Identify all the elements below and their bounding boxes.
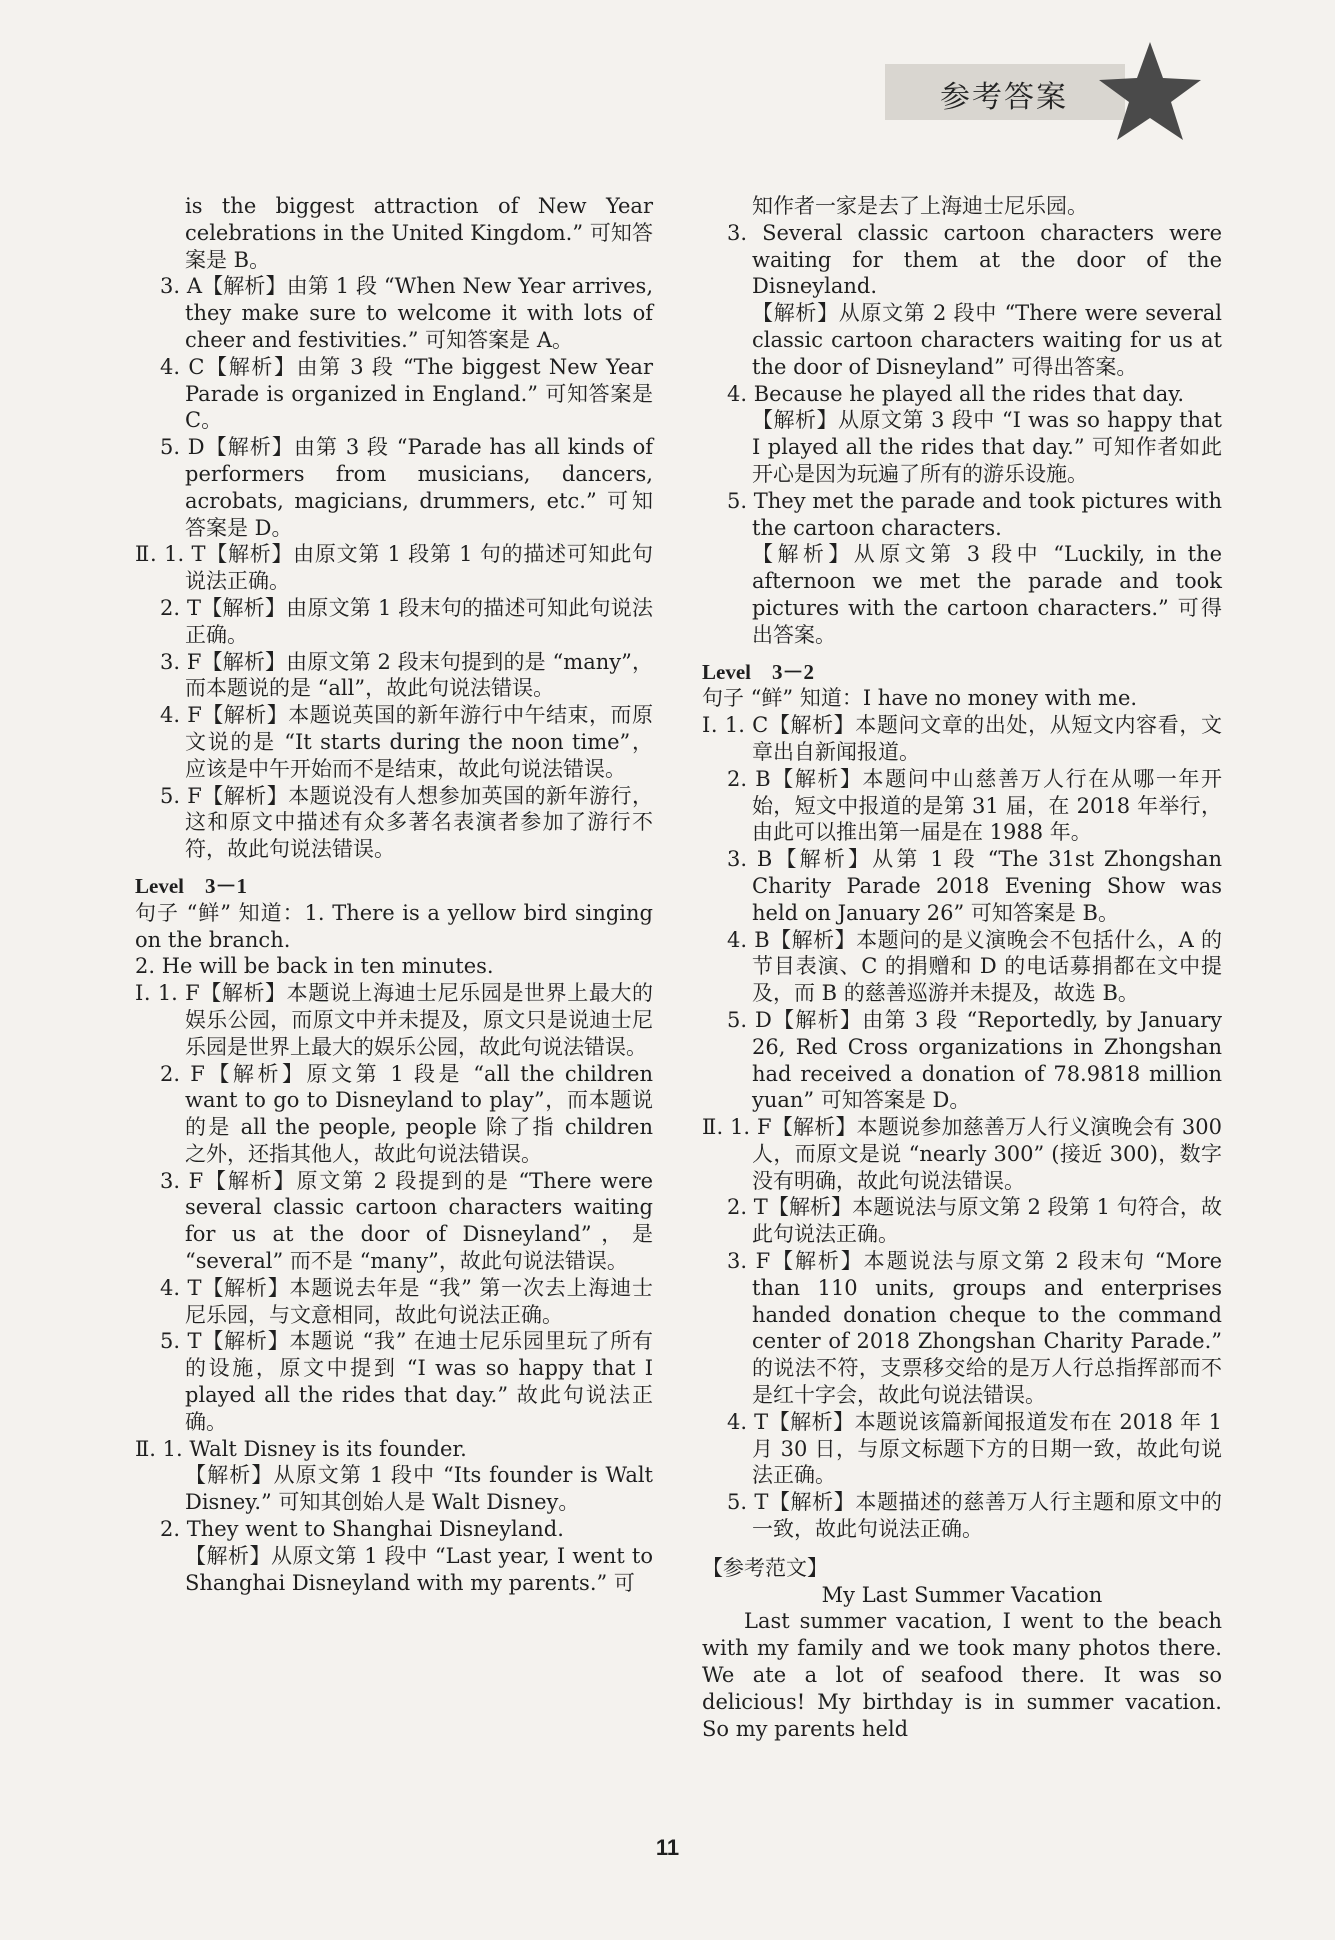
answer-paragraph: Ⅰ. 1. C【解析】本题问文章的出处，从短文内容看，文章出自新闻报道。	[702, 713, 1222, 764]
answer-paragraph: 句子 “鲜” 知道：1. There is a yellow bird singing on the branch.	[135, 900, 660, 952]
page-number: 11	[655, 1835, 680, 1860]
answer-paragraph: 3. B【解析】从第 1 段 “The 31st Zhongshan Charity Parade 2018 Evening Show was held on January 26” 可知答案是 B。	[727, 847, 1229, 925]
answer-paragraph: is the biggest attraction of New Year celebrations in the United Kingdom.” 可知答案是 B。	[185, 194, 660, 272]
answer-paragraph: 4. Because he played all the rides that day.	[727, 381, 1185, 406]
spacer	[702, 1543, 1222, 1555]
answer-paragraph: Last summer vacation, I went to the beach with my family and we took many photos there. We ate a lot of seafood there. It was so delicious! My birthday is in summer vacation. So my parents held	[702, 1609, 1229, 1741]
star-icon	[1095, 38, 1205, 148]
answer-paragraph: 【解析】从原文第 1 段中 “Last year, I went to Shanghai Disneyland with my parents.” 可	[185, 1543, 660, 1595]
answer-paragraph: 2. F【解析】原文第 1 段是 “all the children want to go to Disneyland to play”，而本题说的是 all the people, people 除了指 children 之外，还指其他人，故此句说法错误。	[160, 1061, 660, 1166]
answer-paragraph: 5. They met the parade and took pictures with the cartoon characters.	[727, 488, 1229, 540]
left-column	[135, 193, 660, 1596]
answer-paragraph: Ⅱ. 1. F【解析】本题说参加慈善万人行义演晚会有 300 人，而原文是说 “nearly 300” (接近 300)，数字没有明确，故此句说法错误。	[702, 1115, 1229, 1193]
right-column	[702, 193, 1229, 1742]
answer-paragraph: 2. They went to Shanghai Disneyland.	[160, 1517, 564, 1542]
answer-paragraph: 2. T【解析】本题说法与原文第 2 段第 1 句符合，故此句说法正确。	[727, 1195, 1222, 1247]
answer-paragraph: 4. C【解析】由第 3 段 “The biggest New Year Parade is organized in England.” 可知答案是 C。	[160, 354, 660, 433]
answer-paragraph: 3. A【解析】由第 1 段 “When New Year arrives, they make sure to welcome it with lots of cheer and festivities.” 可知答案是 A。	[160, 274, 660, 352]
answer-paragraph: 5. D【解析】由第 3 段 “Parade has all kinds of performers from musicians, dancers, acrobats, magicians, drummers, etc.” 可知答案是 D。	[160, 435, 660, 540]
section-heading: Level 3－1	[135, 873, 247, 898]
answer-paragraph: 【参考范文】	[702, 1555, 828, 1580]
answer-paragraph: 【解析】从原文第 1 段中 “Its founder is Walt Disney.” 可知其创始人是 Walt Disney。	[185, 1463, 660, 1515]
answer-paragraph: My Last Summer Vacation	[821, 1582, 1103, 1607]
answer-paragraph: 3. F【解析】原文第 2 段提到的是 “There were several classic cartoon characters waiting for us at the door of Disneyland”，是 “several” 而不是 “many”，故此句说法错误。	[160, 1168, 660, 1274]
answer-paragraph: 【解析】从原文第 3 段中 “I was so happy that I played all the rides that day.” 可知作者如此开心是因为玩遍了所有的游乐设施。	[752, 408, 1229, 486]
section-heading: Level 3－2	[702, 659, 814, 684]
answer-paragraph: 知作者一家是去了上海迪士尼乐园。	[752, 194, 1088, 218]
answer-paragraph: 句子 “鲜” 知道：I have no money with me.	[702, 686, 1138, 711]
answer-paragraph: 2. T【解析】由原文第 1 段末句的描述可知此句说法正确。	[160, 595, 653, 647]
answer-paragraph: 5. F【解析】本题说没有人想参加英国的新年游行，这和原文中描述有众多著名表演者参加了游行不符，故此句说法错误。	[160, 783, 653, 862]
answer-paragraph: 【解析】从原文第 2 段中 “There were several classic cartoon characters waiting for us at the door of Disneyland” 可得出答案。	[752, 301, 1229, 379]
page-header-title: 参考答案	[940, 80, 1068, 115]
answer-paragraph: 3. F【解析】本题说法与原文第 2 段末句 “More than 110 units, groups and enterprises handed donation cheque to the command center of 2018 Zhongshan Charity Parade.” 的说法不符，支票移交给的是万人行总指挥部而不是红十字会，故此句说法错误。	[727, 1249, 1229, 1408]
answer-paragraph: 4. T【解析】本题说该篇新闻报道发布在 2018 年 1 月 30 日，与原文标题下方的日期一致，故此句说法正确。	[727, 1409, 1229, 1488]
answer-paragraph: 【解析】从原文第 3 段中 “Luckily, in the afternoon we met the parade and took pictures with the cartoon characters.” 可得出答案。	[752, 542, 1229, 647]
answer-paragraph: 3. Several classic cartoon characters were waiting for them at the door of the Disneyland.	[727, 220, 1229, 299]
answer-paragraph: 5. T【解析】本题说 “我” 在迪士尼乐园里玩了所有的设施，原文中提到 “I was so happy that I played all the rides that day.” 故此句说法正确。	[160, 1329, 660, 1434]
answer-paragraph: Ⅰ. 1. F【解析】本题说上海迪士尼乐园是世界上最大的娱乐公园，而原文中并未提及，原文只是说迪士尼乐园是世界上最大的娱乐公园，故此句说法错误。	[135, 981, 653, 1059]
answer-paragraph: 5. D【解析】由第 3 段 “Reportedly, by January 26, Red Cross organizations in Zhongshan had received a donation of 78.9818 million yuan” 可知答案是 D。	[727, 1007, 1229, 1113]
answer-paragraph: 2. B【解析】本题问中山慈善万人行在从哪一年开始，短文中报道的是第 31 届，在 2018 年举行，由此可以推出第一届是在 1988 年。	[727, 766, 1222, 845]
answer-paragraph: 4. F【解析】本题说英国的新年游行中午结束，而原文说的是 “It starts during the noon time”，应该是中午开始而不是结束，故此句说法错误。	[160, 703, 653, 781]
answer-paragraph: Ⅱ. 1. Walt Disney is its founder.	[135, 1436, 467, 1461]
answer-paragraph: 4. B【解析】本题问的是义演晚会不包括什么，A 的节目表演、C 的捐赠和 D 的电话募捐都在文中提及，而 B 的慈善巡游并未提及，故选 B。	[727, 927, 1222, 1006]
answer-paragraph: 5. T【解析】本题描述的慈善万人行主题和原文中的一致，故此句说法正确。	[727, 1490, 1222, 1542]
answer-paragraph: Ⅱ. 1. T【解析】由原文第 1 段第 1 句的描述可知此句说法正确。	[135, 542, 653, 594]
answer-paragraph: 2. He will be back in ten minutes.	[135, 954, 494, 979]
answer-paragraph: 4. T【解析】本题说去年是 “我” 第一次去上海迪士尼乐园，与文意相同，故此句说法正确。	[160, 1275, 653, 1327]
answer-paragraph: 3. F【解析】由原文第 2 段末句提到的是 “many”，而本题说的是 “all”，故此句说法错误。	[160, 649, 653, 701]
